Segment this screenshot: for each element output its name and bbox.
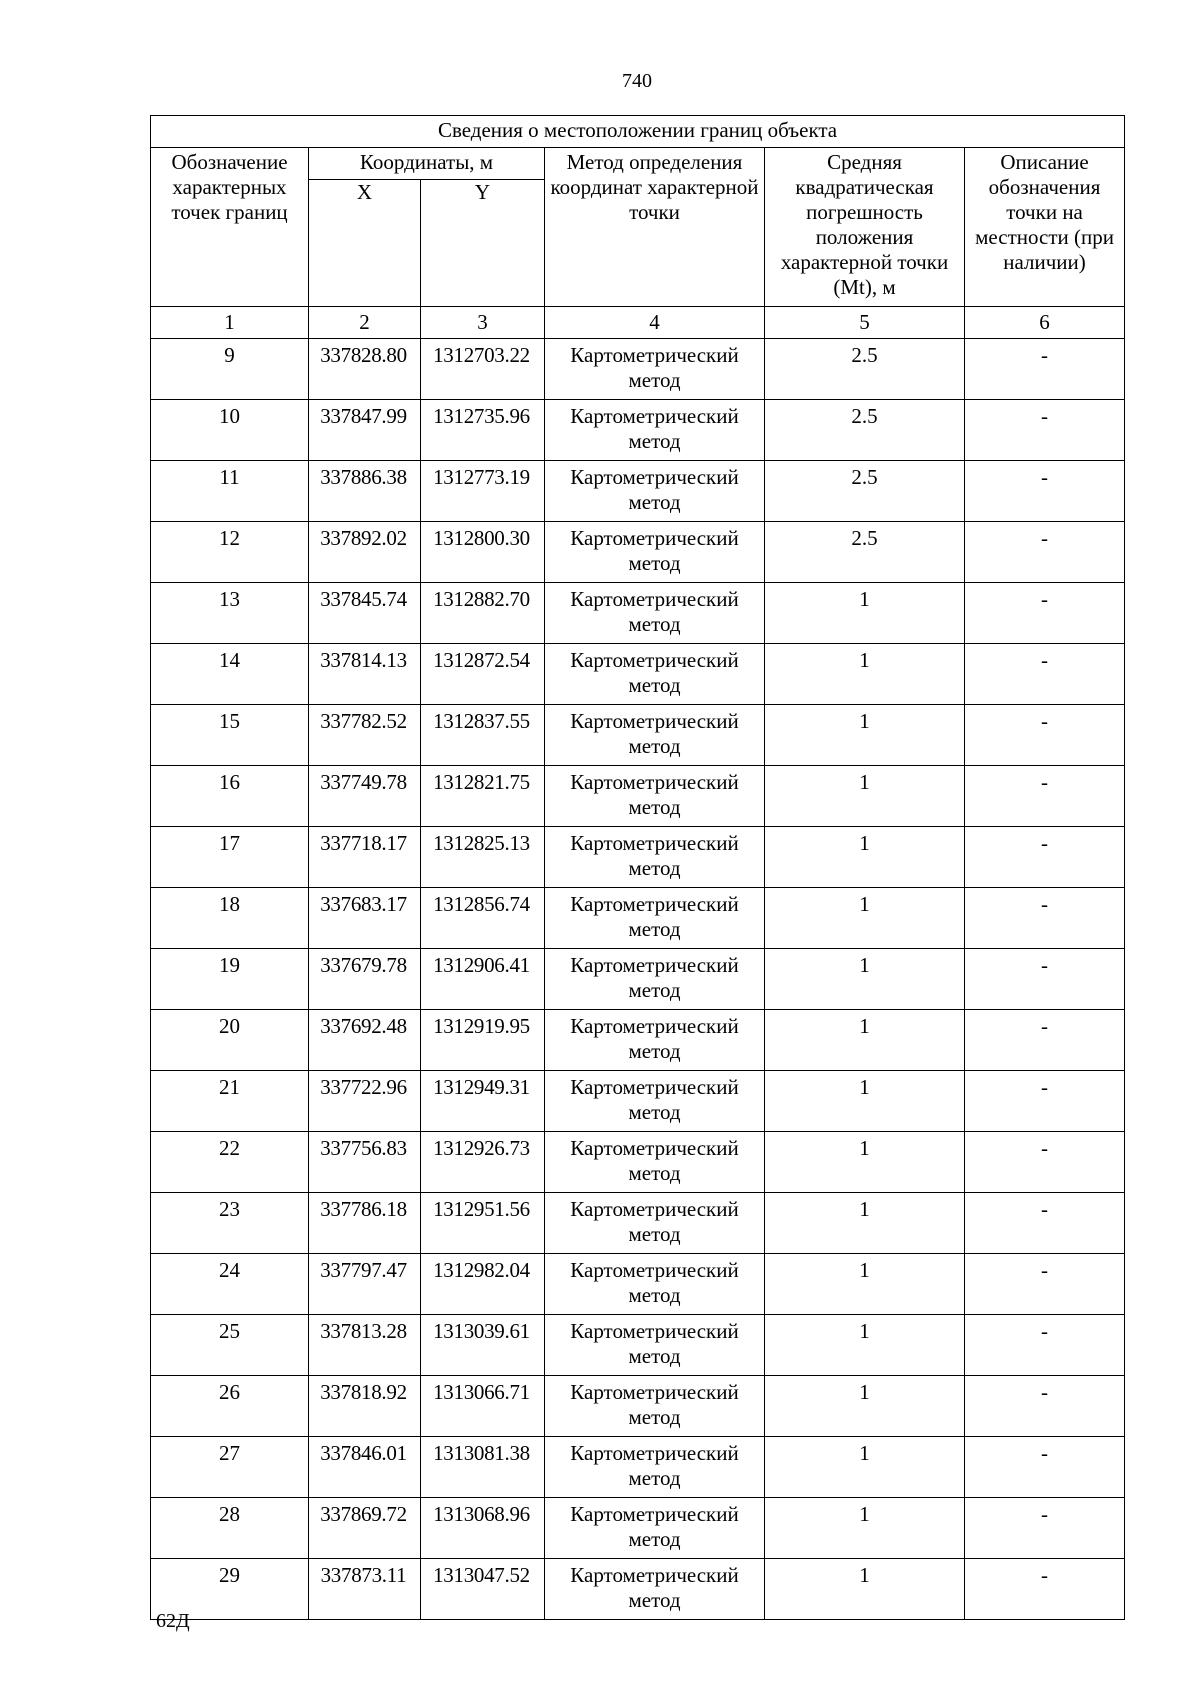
cell-error: 2.5 (765, 522, 965, 583)
cell-error: 1 (765, 1254, 965, 1315)
cell-x: 337828.80 (309, 339, 421, 400)
cell-x: 337873.11 (309, 1559, 421, 1620)
cell-point: 19 (151, 949, 309, 1010)
cell-y: 1312821.75 (421, 766, 545, 827)
cell-error: 1 (765, 888, 965, 949)
cell-y: 1312735.96 (421, 400, 545, 461)
cell-method: Картометрический метод (545, 1071, 765, 1132)
cell-point: 26 (151, 1376, 309, 1437)
cell-method: Картометрический метод (545, 1559, 765, 1620)
table-caption: Сведения о местоположении границ объекта (151, 116, 1125, 148)
cell-y: 1312982.04 (421, 1254, 545, 1315)
cell-x: 337786.18 (309, 1193, 421, 1254)
cell-point: 28 (151, 1498, 309, 1559)
boundary-coordinates-table (150, 115, 1125, 1620)
table-row (151, 949, 1125, 1010)
cell-method: Картометрический метод (545, 400, 765, 461)
cell-description: - (965, 827, 1125, 888)
column-number: 6 (965, 307, 1125, 339)
cell-y: 1312800.30 (421, 522, 545, 583)
cell-method: Картометрический метод (545, 1193, 765, 1254)
cell-x: 337683.17 (309, 888, 421, 949)
header-coordinates: Координаты, м (309, 148, 545, 180)
cell-error: 1 (765, 1437, 965, 1498)
cell-method: Картометрический метод (545, 1254, 765, 1315)
cell-point: 13 (151, 583, 309, 644)
cell-description: - (965, 400, 1125, 461)
cell-point: 14 (151, 644, 309, 705)
cell-y: 1312872.54 (421, 644, 545, 705)
cell-x: 337818.92 (309, 1376, 421, 1437)
cell-y: 1312856.74 (421, 888, 545, 949)
cell-x: 337722.96 (309, 1071, 421, 1132)
cell-x: 337814.13 (309, 644, 421, 705)
cell-method: Картометрический метод (545, 522, 765, 583)
cell-y: 1313068.96 (421, 1498, 545, 1559)
table-row (151, 1071, 1125, 1132)
cell-y: 1312882.70 (421, 583, 545, 644)
cell-method: Картометрический метод (545, 644, 765, 705)
column-number: 1 (151, 307, 309, 339)
table-row (151, 888, 1125, 949)
header-row (151, 148, 1125, 180)
cell-description: - (965, 1193, 1125, 1254)
cell-x: 337756.83 (309, 1132, 421, 1193)
cell-point: 22 (151, 1132, 309, 1193)
cell-error: 1 (765, 1132, 965, 1193)
table-row (151, 1559, 1125, 1620)
cell-x: 337847.99 (309, 400, 421, 461)
cell-method: Картометрический метод (545, 583, 765, 644)
cell-error: 1 (765, 1193, 965, 1254)
cell-x: 337782.52 (309, 705, 421, 766)
table-row (151, 1376, 1125, 1437)
cell-x: 337749.78 (309, 766, 421, 827)
cell-x: 337869.72 (309, 1498, 421, 1559)
cell-method: Картометрический метод (545, 949, 765, 1010)
cell-error: 1 (765, 1498, 965, 1559)
cell-error: 1 (765, 1559, 965, 1620)
cell-description: - (965, 1315, 1125, 1376)
cell-error: 1 (765, 583, 965, 644)
cell-error: 1 (765, 766, 965, 827)
cell-point: 29 (151, 1559, 309, 1620)
header-x: X (309, 180, 421, 307)
table-row (151, 1254, 1125, 1315)
cell-description: - (965, 1376, 1125, 1437)
header-point: Обозначение характерных точек границ (151, 148, 309, 307)
cell-description: - (965, 1437, 1125, 1498)
table-row (151, 522, 1125, 583)
cell-error: 1 (765, 644, 965, 705)
column-numbers-row (151, 307, 1125, 339)
table-row (151, 400, 1125, 461)
cell-x: 337892.02 (309, 522, 421, 583)
table-row (151, 583, 1125, 644)
cell-description: - (965, 1559, 1125, 1620)
cell-description: - (965, 339, 1125, 400)
cell-method: Картометрический метод (545, 1437, 765, 1498)
cell-point: 17 (151, 827, 309, 888)
cell-x: 337886.38 (309, 461, 421, 522)
cell-y: 1313081.38 (421, 1437, 545, 1498)
cell-y: 1313066.71 (421, 1376, 545, 1437)
cell-method: Картометрический метод (545, 1315, 765, 1376)
cell-description: - (965, 1010, 1125, 1071)
cell-x: 337845.74 (309, 583, 421, 644)
cell-point: 23 (151, 1193, 309, 1254)
cell-method: Картометрический метод (545, 888, 765, 949)
cell-error: 1 (765, 949, 965, 1010)
cell-point: 11 (151, 461, 309, 522)
document-code: 62Д (156, 1610, 190, 1632)
column-number: 3 (421, 307, 545, 339)
cell-x: 337797.47 (309, 1254, 421, 1315)
cell-point: 25 (151, 1315, 309, 1376)
cell-method: Картометрический метод (545, 461, 765, 522)
table-row (151, 644, 1125, 705)
cell-method: Картометрический метод (545, 1010, 765, 1071)
cell-description: - (965, 1254, 1125, 1315)
cell-description: - (965, 644, 1125, 705)
cell-description: - (965, 1071, 1125, 1132)
cell-y: 1312926.73 (421, 1132, 545, 1193)
cell-error: 2.5 (765, 461, 965, 522)
cell-description: - (965, 461, 1125, 522)
cell-point: 27 (151, 1437, 309, 1498)
cell-method: Картометрический метод (545, 339, 765, 400)
cell-x: 337718.17 (309, 827, 421, 888)
cell-description: - (965, 949, 1125, 1010)
cell-error: 2.5 (765, 400, 965, 461)
cell-y: 1312773.19 (421, 461, 545, 522)
table-row (151, 339, 1125, 400)
page-number: 740 (622, 70, 652, 92)
cell-point: 15 (151, 705, 309, 766)
header-method: Метод определения координат характерной точки (545, 148, 765, 307)
cell-point: 16 (151, 766, 309, 827)
cell-y: 1312906.41 (421, 949, 545, 1010)
table-row (151, 1010, 1125, 1071)
cell-description: - (965, 1498, 1125, 1559)
table-row (151, 705, 1125, 766)
cell-method: Картометрический метод (545, 1132, 765, 1193)
table-row (151, 1315, 1125, 1376)
table-row (151, 1498, 1125, 1559)
header-y: Y (421, 180, 545, 307)
cell-point: 20 (151, 1010, 309, 1071)
cell-description: - (965, 705, 1125, 766)
cell-description: - (965, 766, 1125, 827)
cell-point: 21 (151, 1071, 309, 1132)
cell-y: 1312703.22 (421, 339, 545, 400)
table-row (151, 461, 1125, 522)
cell-method: Картометрический метод (545, 1376, 765, 1437)
cell-error: 1 (765, 1010, 965, 1071)
table-row (151, 827, 1125, 888)
cell-x: 337846.01 (309, 1437, 421, 1498)
cell-description: - (965, 583, 1125, 644)
cell-method: Картометрический метод (545, 766, 765, 827)
cell-point: 12 (151, 522, 309, 583)
column-number: 5 (765, 307, 965, 339)
cell-description: - (965, 888, 1125, 949)
cell-error: 2.5 (765, 339, 965, 400)
cell-point: 18 (151, 888, 309, 949)
cell-y: 1312949.31 (421, 1071, 545, 1132)
table-row (151, 1132, 1125, 1193)
cell-description: - (965, 522, 1125, 583)
cell-y: 1312951.56 (421, 1193, 545, 1254)
cell-x: 337679.78 (309, 949, 421, 1010)
cell-y: 1312825.13 (421, 827, 545, 888)
table-row (151, 766, 1125, 827)
cell-description: - (965, 1132, 1125, 1193)
cell-x: 337692.48 (309, 1010, 421, 1071)
cell-error: 1 (765, 1376, 965, 1437)
cell-method: Картометрический метод (545, 1498, 765, 1559)
cell-error: 1 (765, 1071, 965, 1132)
table-row (151, 1193, 1125, 1254)
cell-point: 9 (151, 339, 309, 400)
cell-y: 1313047.52 (421, 1559, 545, 1620)
cell-point: 10 (151, 400, 309, 461)
header-error: Средняя квадратическая погрешность положения характерной точки (Mt), м (765, 148, 965, 307)
cell-method: Картометрический метод (545, 827, 765, 888)
cell-y: 1313039.61 (421, 1315, 545, 1376)
table-row (151, 1437, 1125, 1498)
cell-x: 337813.28 (309, 1315, 421, 1376)
cell-y: 1312919.95 (421, 1010, 545, 1071)
cell-error: 1 (765, 1315, 965, 1376)
table-caption-row (151, 116, 1125, 148)
column-number: 2 (309, 307, 421, 339)
column-number: 4 (545, 307, 765, 339)
cell-y: 1312837.55 (421, 705, 545, 766)
cell-error: 1 (765, 827, 965, 888)
header-description: Описание обозначения точки на местности (при наличии) (965, 148, 1125, 307)
cell-point: 24 (151, 1254, 309, 1315)
cell-method: Картометрический метод (545, 705, 765, 766)
cell-error: 1 (765, 705, 965, 766)
